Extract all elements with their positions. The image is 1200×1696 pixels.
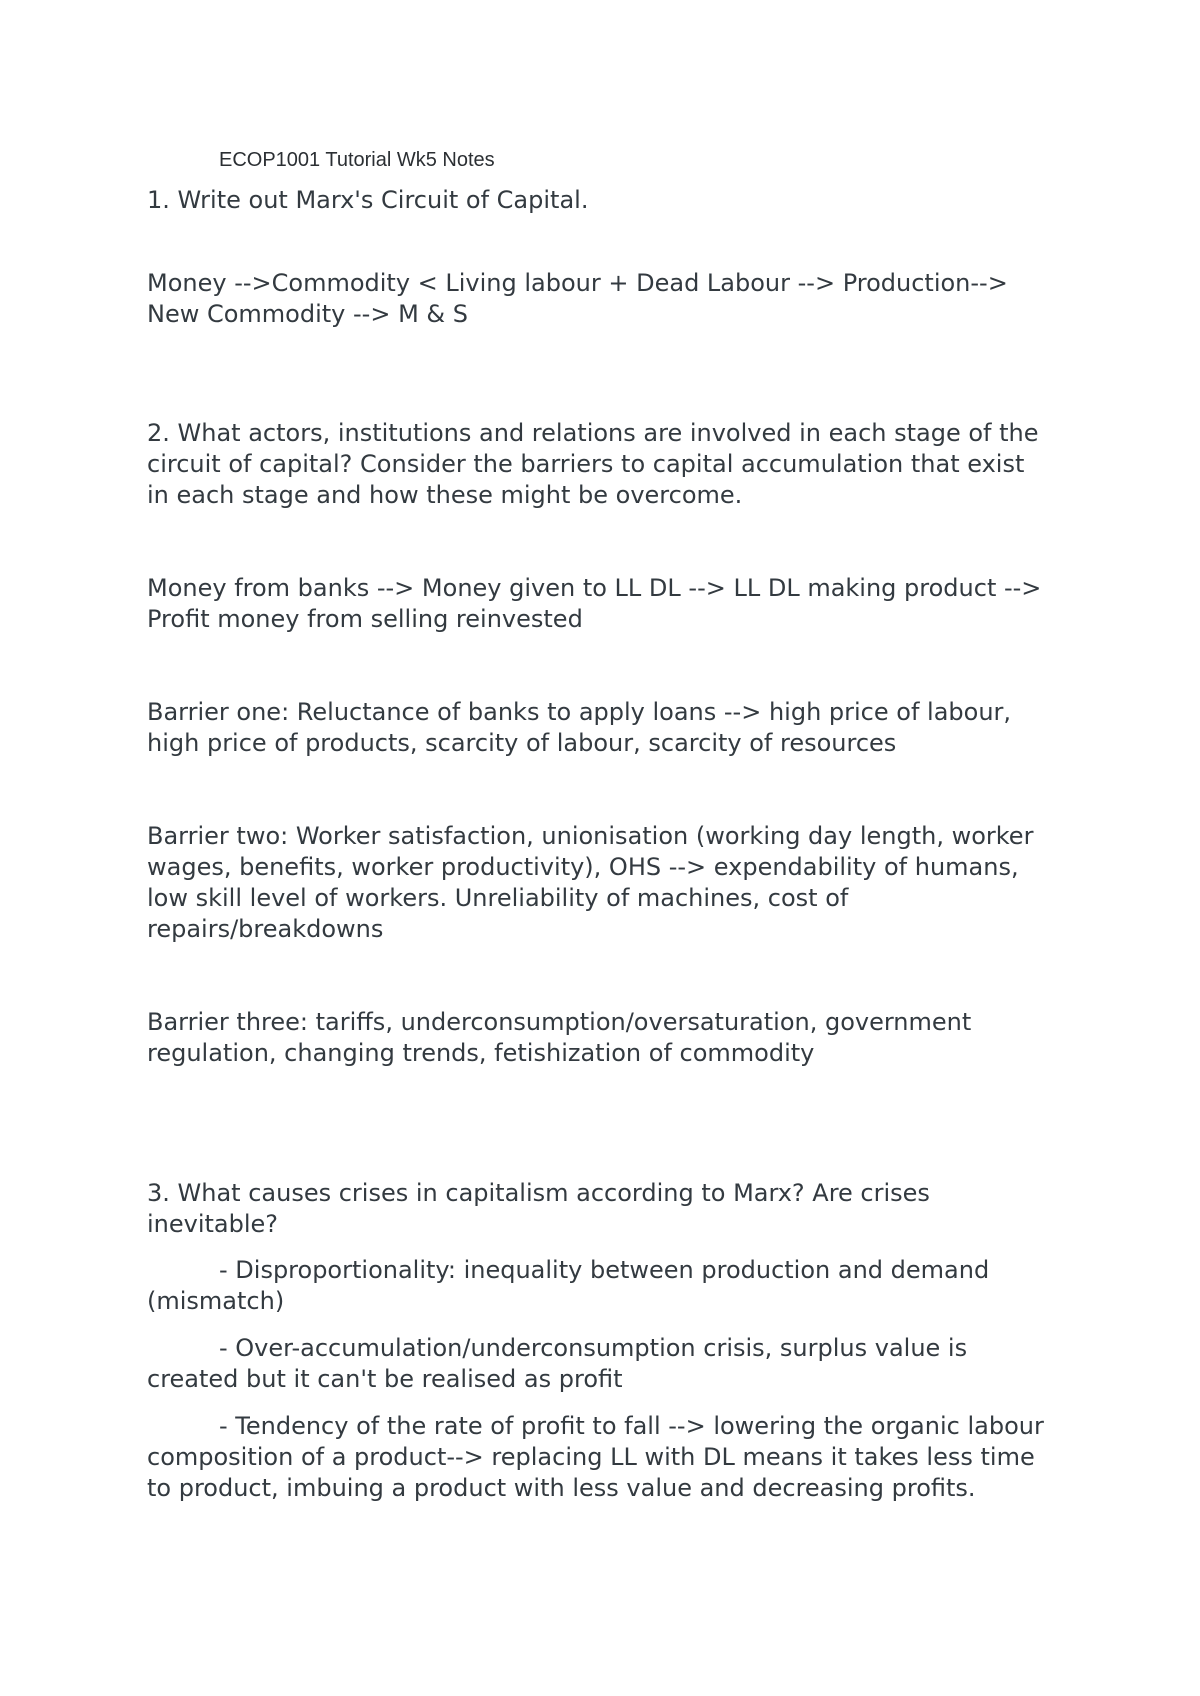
barrier-two-line: Barrier two: Worker satisfaction, unionisation (working day length, worker bbox=[147, 822, 1034, 850]
crisis-point-overaccumulation bbox=[147, 1333, 1067, 1395]
barrier-one bbox=[147, 697, 1067, 759]
crisis-point-line: - Tendency of the rate of profit to fall --> lowering the organic labour bbox=[219, 1412, 1044, 1440]
crisis-point-line: to product, imbuing a product with less value and decreasing profits. bbox=[147, 1474, 976, 1502]
circuit-answer bbox=[147, 573, 1067, 635]
question-2-line: circuit of capital? Consider the barriers to capital accumulation that exist bbox=[147, 450, 1025, 478]
crisis-point-profit-rate bbox=[147, 1411, 1067, 1504]
question-2-line: 2. What actors, institutions and relations are involved in each stage of the bbox=[147, 419, 1039, 447]
barrier-two-line: wages, benefits, worker productivity), OHS --> expendability of humans, bbox=[147, 853, 1019, 881]
question-2-line: in each stage and how these might be overcome. bbox=[147, 481, 743, 509]
question-3-line: 3. What causes crises in capitalism according to Marx? Are crises bbox=[147, 1179, 930, 1207]
answer-1-line: New Commodity --> M & S bbox=[147, 300, 468, 328]
answer-1 bbox=[147, 268, 1067, 330]
barrier-three-line: Barrier three: tariffs, underconsumption/oversaturation, government bbox=[147, 1008, 972, 1036]
barrier-one-line: Barrier one: Reluctance of banks to apply loans --> high price of labour, bbox=[147, 698, 1012, 726]
barrier-three-line: regulation, changing trends, fetishization of commodity bbox=[147, 1039, 815, 1067]
question-1 bbox=[147, 185, 1067, 216]
barrier-two bbox=[147, 821, 1067, 945]
crisis-point-line: created but it can't be realised as profit bbox=[147, 1365, 623, 1393]
crisis-point-line: (mismatch) bbox=[147, 1287, 285, 1315]
answer-1-line: Money -->Commodity < Living labour + Dead Labour --> Production--> bbox=[147, 269, 1008, 297]
crisis-point-line: - Over-accumulation/underconsumption crisis, surplus value is bbox=[219, 1334, 968, 1362]
circuit-answer-line: Money from banks --> Money given to LL DL --> LL DL making product --> bbox=[147, 574, 1042, 602]
crisis-point-line: composition of a product--> replacing LL with DL means it takes less time bbox=[147, 1443, 1035, 1471]
crisis-point-line: - Disproportionality: inequality between production and demand bbox=[219, 1256, 990, 1284]
question-2 bbox=[147, 418, 1067, 511]
barrier-two-line: low skill level of workers. Unreliability of machines, cost of bbox=[147, 884, 849, 912]
barrier-two-line: repairs/breakdowns bbox=[147, 915, 384, 943]
question-3 bbox=[147, 1178, 1067, 1240]
barrier-one-line: high price of products, scarcity of labour, scarcity of resources bbox=[147, 729, 897, 757]
crisis-point-disproportionality bbox=[147, 1255, 1067, 1317]
barrier-three bbox=[147, 1007, 1067, 1069]
document-title: ECOP1001 Tutorial Wk5 Notes bbox=[219, 149, 495, 171]
question-3-line: inevitable? bbox=[147, 1210, 279, 1238]
question-1-text: 1. Write out Marx's Circuit of Capital. bbox=[147, 186, 589, 214]
circuit-answer-line: Profit money from selling reinvested bbox=[147, 605, 583, 633]
